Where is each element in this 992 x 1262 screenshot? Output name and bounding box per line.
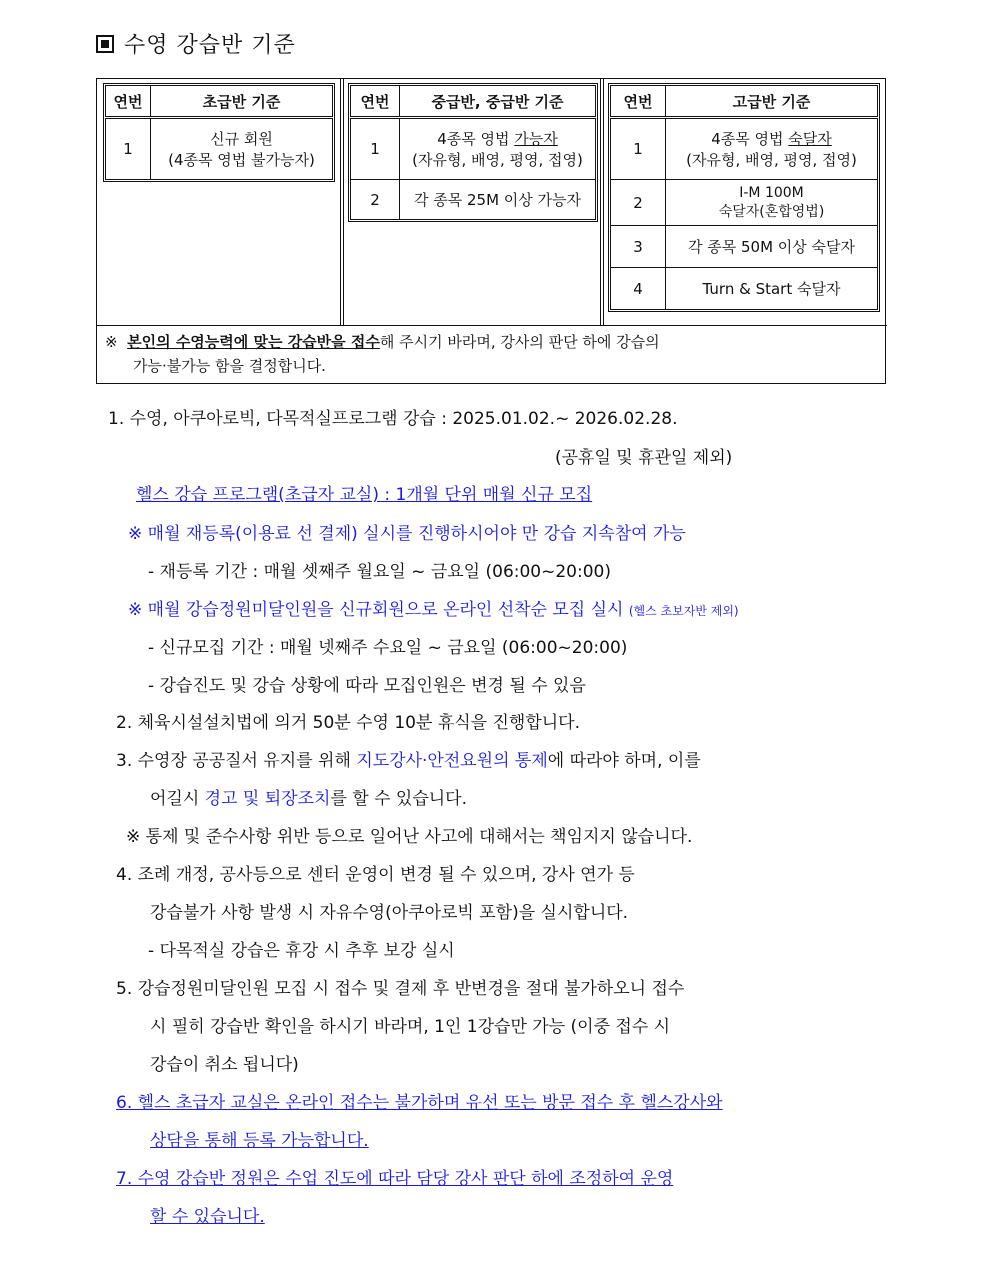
criteria-line: 숙달자(혼합영법)	[718, 203, 825, 220]
criteria-text-underlined: 가능자	[514, 130, 558, 148]
row-criteria	[666, 180, 878, 226]
item-6: 6. 헬스 초급자 교실은 온라인 접수는 불가하며 유선 또는 방문 접수 후 헬스강사와	[116, 1093, 723, 1113]
criteria-text-underlined: 숙달자	[788, 130, 832, 148]
row-criteria	[151, 118, 333, 180]
col-no-header: 연번	[611, 86, 666, 118]
item-7: 7. 수영 강습반 정원은 수업 진도에 따라 담당 강사 판단 하에 조정하여 운영	[116, 1169, 674, 1189]
beginner-table	[105, 85, 333, 180]
item-1-exclusion: (공휴일 및 휴관일 제외)	[555, 448, 733, 468]
item-5: 5. 강습정원미달인원 모집 시 접수 및 결제 후 반변경을 절대 불가하오니 접수	[116, 979, 685, 999]
beginner-panel	[97, 79, 341, 325]
re-registration-note: ※ 매월 재등록(이용료 선 결제) 실시를 진행하시어야 만 강습 지속참여 가능	[128, 524, 686, 544]
row-criteria: Turn & Start 숙달자	[666, 268, 878, 310]
note-text: 해 주시기 바라며, 강사의 판단 하에 강습의	[379, 333, 660, 351]
recruit-change-note: - 강습진도 및 강습 상황에 따라 모집인원은 변경 될 수 있음	[148, 676, 586, 696]
table-row	[611, 118, 878, 180]
page-title-text: 수영 강습반 기준	[124, 33, 296, 58]
col-criteria-header: 고급반 기준	[666, 86, 878, 118]
item-4-line2: 강습불가 사항 발생 시 자유수영(아쿠아로빅 포함)을 실시합니다.	[150, 903, 629, 923]
enrollment-note	[97, 325, 887, 385]
reference-mark: ※	[105, 333, 118, 351]
table-row	[611, 180, 878, 226]
item-6-line2: 상담을 통해 등록 가능합니다.	[150, 1131, 369, 1151]
advanced-table	[610, 85, 878, 310]
col-no-header: 연번	[106, 86, 151, 118]
table-row	[351, 118, 596, 180]
row-no: 3	[611, 226, 666, 268]
item-5-line2: 시 필히 강습반 확인을 하시기 바라며, 1인 1강습만 가능 (이중 접수 시	[150, 1017, 671, 1037]
table-row	[106, 118, 333, 180]
re-registration-period: - 재등록 기간 : 매월 셋째주 월요일 ~ 금요일 (06:00~20:00)	[148, 562, 611, 582]
item-4: 4. 조례 개정, 공사등으로 센터 운영이 변경 될 수 있으며, 강사 연가 등	[116, 865, 635, 885]
note-text-line2: 가능·불가능 함을 결정합니다.	[133, 357, 326, 375]
row-criteria	[666, 118, 878, 180]
item-3-disclaimer: ※ 통제 및 준수사항 위반 등으로 일어난 사고에 대해서는 책임지지 않습니다.	[126, 827, 693, 847]
col-criteria-header: 초급반 기준	[151, 86, 333, 118]
intermediate-table	[350, 85, 596, 220]
row-criteria: 각 종목 50M 이상 숙달자	[666, 226, 878, 268]
item-7-line2: 할 수 있습니다.	[150, 1207, 265, 1227]
row-no: 1	[106, 118, 151, 180]
item-4-line3: - 다목적실 강습은 휴강 시 추후 보강 실시	[148, 941, 455, 961]
table-row	[611, 268, 878, 310]
row-criteria	[400, 118, 596, 180]
item-3-text: 를 할 수 있습니다.	[330, 789, 468, 809]
advanced-panel	[603, 79, 887, 325]
criteria-line: (자유형, 배영, 평영, 접영)	[686, 151, 857, 169]
item-5-line3: 강습이 취소 됩니다)	[150, 1055, 299, 1075]
square-bullet-icon	[96, 35, 114, 53]
criteria-text: 4종목 영법	[437, 130, 515, 148]
note-emphasis: 본인의 수영능력에 맞는 강습반을 접수	[127, 333, 380, 351]
criteria-line: (자유형, 배영, 평영, 접영)	[412, 151, 583, 169]
row-criteria: 각 종목 25M 이상 가능자	[400, 180, 596, 220]
row-no: 1	[351, 118, 400, 180]
col-no-header: 연번	[351, 86, 400, 118]
intermediate-panel	[343, 79, 601, 325]
table-row	[351, 180, 596, 220]
item-3-text: 에 따라야 하며, 이를	[547, 751, 701, 771]
criteria-line: I-M 100M	[739, 184, 804, 201]
class-criteria-box	[96, 78, 886, 384]
item-1: 1. 수영, 아쿠아로빅, 다목적실프로그램 강습 : 2025.01.02.~ 2026.02.28.	[108, 409, 678, 429]
item-3-highlight: 지도강사·안전요원의 통제	[356, 751, 548, 771]
criteria-text: 4종목 영법	[711, 130, 789, 148]
row-no: 2	[611, 180, 666, 226]
item-3-text: 3. 수영장 공공질서 유지를 위해	[116, 751, 357, 771]
item-2: 2. 체육시설설치법에 의거 50분 수영 10분 휴식을 진행합니다.	[116, 713, 580, 733]
item-3-text: 어길시	[150, 789, 205, 809]
criteria-line: 신규 회원	[210, 130, 273, 148]
new-recruit-note: ※ 매월 강습정원미달인원을 신규회원으로 온라인 선착순 모집 실시	[128, 600, 624, 620]
criteria-line: (4종목 영법 불가능자)	[168, 151, 315, 169]
new-recruit-period: - 신규모집 기간 : 매월 넷째주 수요일 ~ 금요일 (06:00~20:00)	[148, 638, 628, 658]
page-title	[96, 28, 296, 59]
row-no: 4	[611, 268, 666, 310]
col-criteria-header: 중급반, 중급반 기준	[400, 86, 596, 118]
table-row	[611, 226, 878, 268]
new-recruit-exception: (헬스 초보자반 제외)	[628, 604, 739, 618]
row-no: 2	[351, 180, 400, 220]
item-3-highlight: 경고 및 퇴장조치	[204, 789, 331, 809]
health-program-line: 헬스 강습 프로그램(초급자 교실) : 1개월 단위 매월 신규 모집	[136, 485, 593, 505]
row-no: 1	[611, 118, 666, 180]
